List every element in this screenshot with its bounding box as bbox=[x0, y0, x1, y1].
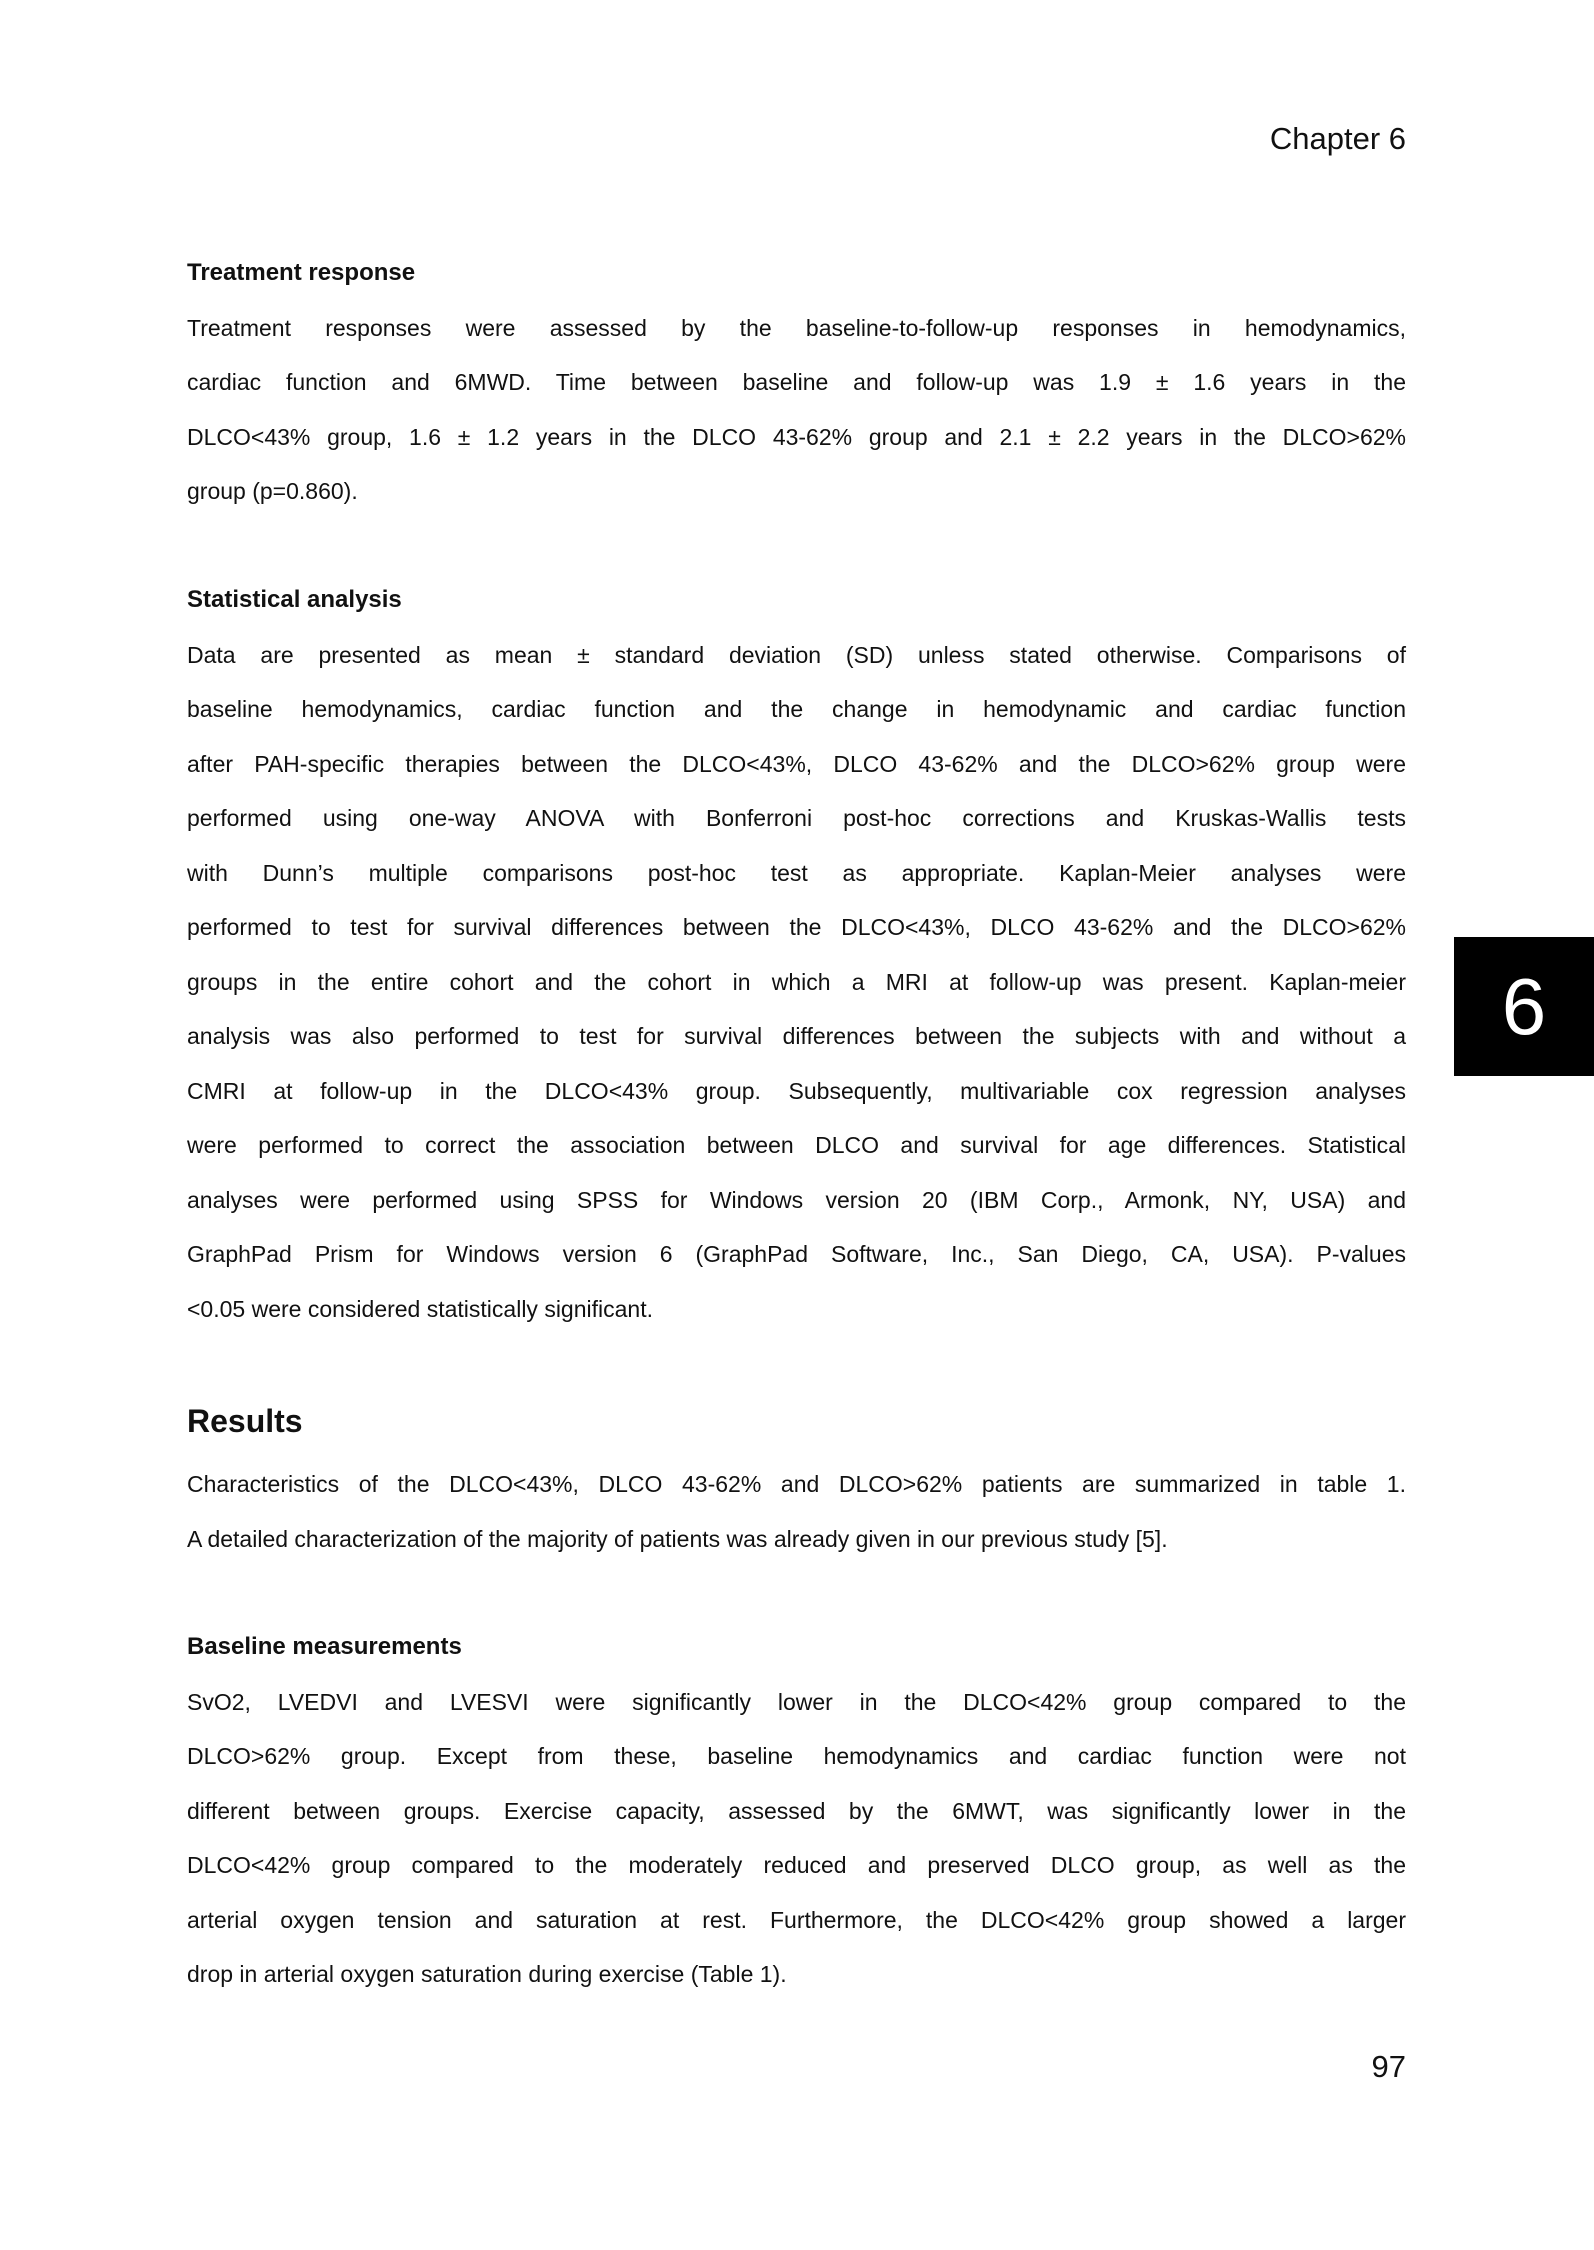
section-baseline-measurements bbox=[187, 1620, 1406, 2002]
section-heading: Statistical analysis bbox=[187, 586, 402, 613]
text-line: Treatment responses were assessed by the baseline-to-follow-up responses in hemodynamics, bbox=[187, 314, 1406, 341]
paragraph bbox=[187, 1675, 1406, 2002]
text-line: drop in arterial oxygen saturation during exercise (Table 1). bbox=[187, 1961, 787, 1987]
paragraph bbox=[187, 301, 1406, 519]
text-line: DLCO>62% group. Except from these, baseline hemodynamics and cardiac function were not bbox=[187, 1743, 1406, 1769]
text-line: SvO2, LVEDVI and LVESVI were significantly lower in the DLCO<42% group compared to the bbox=[187, 1688, 1406, 1715]
text-line: groups in the entire cohort and the cohort in which a MRI at follow-up was present. Kaplan-meier bbox=[187, 968, 1406, 995]
text-line: with Dunn’s multiple comparisons post-hoc test as appropriate. Kaplan-Meier analyses were bbox=[187, 859, 1406, 886]
paragraph bbox=[187, 1457, 1406, 1566]
section-statistical-analysis bbox=[187, 573, 1406, 1336]
page-number: 97 bbox=[1371, 2049, 1406, 2084]
text-line: group (p=0.860). bbox=[187, 478, 358, 504]
text-line: Characteristics of the DLCO<43%, DLCO 43-62% and DLCO>62% patients are summarized in table 1. bbox=[187, 1471, 1406, 1497]
text-line: after PAH-specific therapies between the DLCO<43%, DLCO 43-62% and the DLCO>62% group were bbox=[187, 750, 1406, 777]
text-line: performed to test for survival differences between the DLCO<43%, DLCO 43-62% and the DLCO>62% bbox=[187, 914, 1406, 940]
text-line: Data are presented as mean ± standard deviation (SD) unless stated otherwise. Comparisons of bbox=[187, 641, 1406, 668]
results-heading: Results bbox=[187, 1403, 303, 1439]
section-heading: Treatment response bbox=[187, 259, 416, 286]
text-line: GraphPad Prism for Windows version 6 (GraphPad Software, Inc., San Diego, CA, USA). P-values bbox=[187, 1241, 1406, 1267]
text-line: arterial oxygen tension and saturation at rest. Furthermore, the DLCO<42% group showed a larger bbox=[187, 1906, 1406, 1933]
text-line: analysis was also performed to test for survival differences between the subjects with and without a bbox=[187, 1023, 1406, 1049]
text-line: performed using one-way ANOVA with Bonferroni post-hoc corrections and Kruskas-Wallis tests bbox=[187, 805, 1406, 831]
text-line: analyses were performed using SPSS for Windows version 20 (IBM Corp., Armonk, NY, USA) and bbox=[187, 1186, 1406, 1213]
text-line: DLCO<43% group, 1.6 ± 1.2 years in the DLCO 43-62% group and 2.1 ± 2.2 years in the DLCO>62% bbox=[187, 423, 1406, 450]
text-line: <0.05 were considered statistically significant. bbox=[187, 1295, 653, 1322]
section-heading: Baseline measurements bbox=[187, 1633, 462, 1660]
paragraph bbox=[187, 628, 1406, 1337]
section-results-intro bbox=[187, 1457, 1406, 1566]
text-line: DLCO<42% group compared to the moderately reduced and preserved DLCO group, as well as the bbox=[187, 1852, 1406, 1878]
section-treatment-response bbox=[187, 246, 1406, 519]
text-line: CMRI at follow-up in the DLCO<43% group. Subsequently, multivariable cox regression analyses bbox=[187, 1077, 1406, 1104]
text-line: different between groups. Exercise capacity, assessed by the 6MWT, was significantly lower in the bbox=[187, 1797, 1406, 1824]
text-line: cardiac function and 6MWD. Time between baseline and follow-up was 1.9 ± 1.6 years in the bbox=[187, 369, 1406, 395]
running-header: Chapter 6 bbox=[1269, 121, 1406, 156]
text-line: A detailed characterization of the majority of patients was already given in our previous study [5]. bbox=[187, 1525, 1168, 1552]
text-line: baseline hemodynamics, cardiac function and the change in hemodynamic and cardiac function bbox=[187, 696, 1406, 722]
text-line: were performed to correct the association between DLCO and survival for age differences. Statistical bbox=[187, 1132, 1406, 1158]
chapter-thumb-tab: 6 bbox=[1454, 937, 1594, 1076]
